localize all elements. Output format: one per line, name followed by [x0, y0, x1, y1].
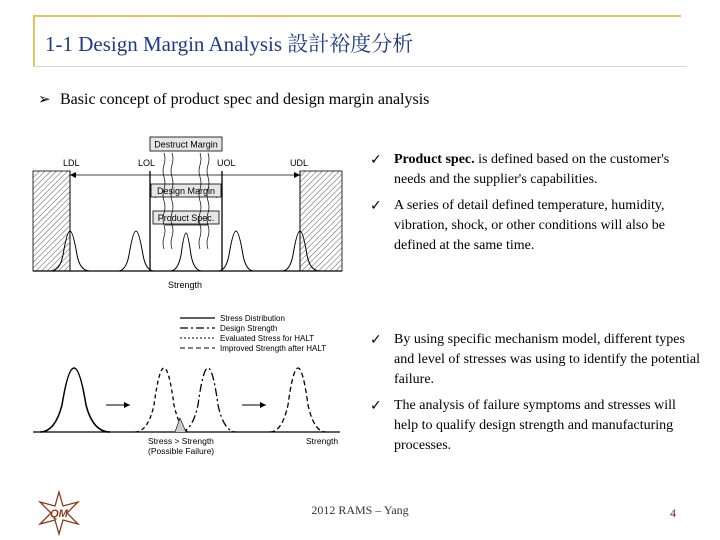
- bullet-text: A series of detail defined temperature, humidity, vibration, shock, or other conditions will also be defined at the same time.: [394, 198, 666, 253]
- slide-title: 1-1 Design Margin Analysis 設計裕度分析: [45, 32, 414, 56]
- checkmark-icon: ✓: [370, 198, 382, 214]
- bullet-product-spec: [370, 150, 700, 190]
- bullet-text: is defined based on the customer's needs and the supplier's capabilities.: [394, 152, 670, 187]
- lower-destruct-region: [33, 171, 70, 271]
- frame-top-border: [33, 15, 681, 17]
- bullets-bottom: [370, 330, 700, 462]
- product-spec-label: Product Spec.: [157, 213, 215, 223]
- possible-failure-caption-2: (Possible Failure): [148, 446, 215, 456]
- strength-caption: Strength: [306, 436, 339, 446]
- logo-text: QM: [50, 508, 68, 520]
- bullet-mechanism-model: [370, 330, 700, 390]
- udl-label: UDL: [290, 158, 309, 168]
- bell-curve-uol: [218, 231, 254, 271]
- bullet-conditions: [370, 196, 700, 256]
- strength-axis-label: Strength: [168, 280, 203, 290]
- title-divider: [33, 66, 687, 67]
- halt-stress-strength-diagram: [30, 310, 350, 460]
- checkmark-icon: ✓: [370, 398, 382, 414]
- improved-strength-curve: [270, 368, 326, 432]
- design-strength-curve: [180, 368, 236, 432]
- frame-left-border: [33, 15, 35, 67]
- legend-stress-distribution: Stress Distribution: [220, 314, 285, 323]
- bell-curve-lol: [118, 231, 154, 271]
- bullet-bold-term: Product spec.: [394, 152, 475, 167]
- slide-subtitle: Basic concept of product spec and design margin analysis: [60, 91, 430, 108]
- checkmark-icon: ✓: [370, 152, 382, 168]
- stress-distribution-curve: [40, 368, 110, 432]
- legend-design-strength: Design Strength: [220, 324, 278, 333]
- footer-text: 2012 RAMS – Yang: [311, 503, 409, 517]
- legend-improved-strength: Improved Strength after HALT: [220, 344, 327, 353]
- upper-destruct-region: [300, 171, 342, 271]
- design-margin-label: Design Margin: [156, 186, 216, 196]
- destruct-margin-label: Destruct Margin: [154, 139, 218, 150]
- bell-curve-spec: [170, 233, 202, 271]
- arrow-bullet-icon: ➢: [38, 92, 51, 108]
- bullet-text: The analysis of failure symptoms and stresses will help to qualify design strength and manufacturing processes.: [394, 398, 676, 453]
- ldl-label: LDL: [63, 158, 80, 168]
- bullet-failure-analysis: [370, 396, 700, 456]
- design-margin-diagram: [30, 135, 360, 295]
- checkmark-icon: ✓: [370, 332, 382, 348]
- page-number: 4: [670, 506, 676, 520]
- possible-failure-caption-1: Stress > Strength: [148, 436, 214, 446]
- bullet-text: By using specific mechanism model, different types and level of stresses was using to identify the potential failure.: [394, 332, 700, 387]
- bullets-top: [370, 150, 700, 262]
- legend-evaluated-stress: Evaluated Stress for HALT: [220, 334, 315, 343]
- uol-label: UOL: [217, 158, 236, 168]
- lol-label: LOL: [138, 158, 156, 168]
